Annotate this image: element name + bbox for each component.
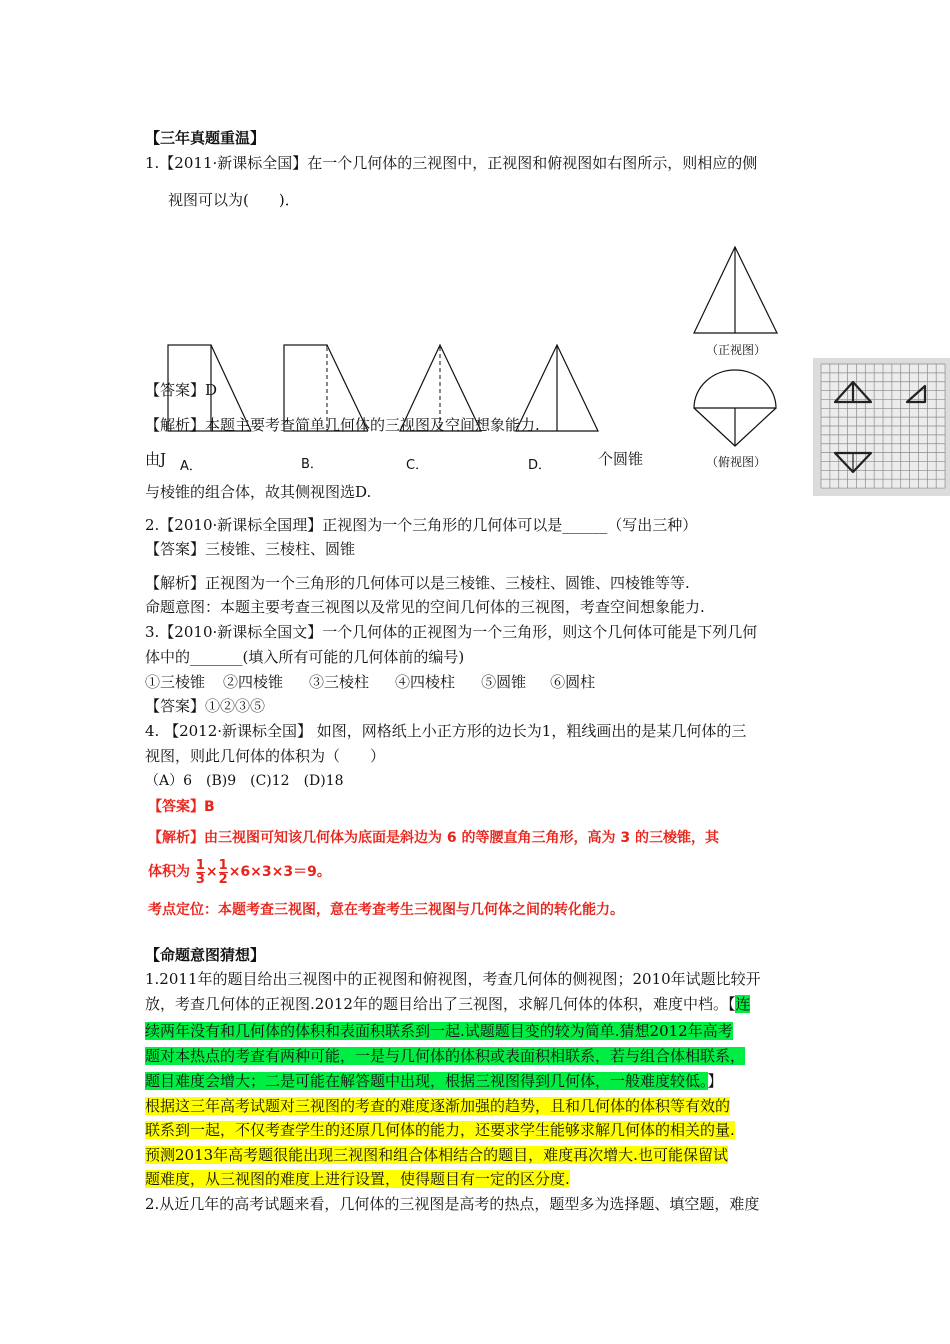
q4-answer: 【答案】B: [148, 799, 215, 815]
q2-answer: 【答案】三棱锥、三棱柱、圆锥: [145, 540, 356, 558]
q1-analysis-line3: 与棱锥的组合体，故其侧视图选D.: [145, 483, 372, 501]
section-title-1: 【三年真题重温】: [145, 129, 266, 147]
option-c-label: C．: [406, 458, 429, 473]
q4-analysis: 【解析】由三视图可知该几何体为底面是斜边为 6 的等腰直角三角形，高为 3 的三棱锥，其: [148, 830, 719, 846]
q3-line1: 3.【2010·新课标全国文】一个几何体的正视图为一个三角形，则这个几何体可能是下列几何: [145, 623, 758, 641]
s2-p1-green2: 题对本热点的考查有两种可能，一是与几何体的体积或表面积相联系，若与组合体相联系，: [145, 1047, 746, 1065]
q1-analysis: 【解析】本题主要考查简单几何体的三视图及空间想象能力.: [145, 416, 540, 434]
q4-frac2: $\frac{1}{2}$: [218, 857, 228, 887]
s2-p1-yellow2: 联系到一起，不仅考查学生的还原几何体的能力，还要求学生能够求解几何体的相关的量.: [145, 1121, 735, 1139]
q3-answer: 【答案】①②③⑤: [145, 697, 266, 715]
q4-point: 考点定位：本题考查三视图，意在考查考生三视图与几何体之间的转化能力。: [148, 902, 624, 918]
q3-choice-3: ③三棱柱: [309, 673, 370, 691]
q4-volume-prefix: 体积为: [148, 864, 190, 880]
s2-p1-yellow1: 根据这三年高考试题对三视图的考查的难度逐渐加强的趋势，且和几何体的体积等有效的: [145, 1097, 731, 1115]
q4-volume-rest: ×6×3×3＝9。: [228, 864, 331, 880]
q2-intent: 命题意图：本题主要考查三视图以及常见的空间几何体的三视图，考查空间想象能力.: [145, 598, 705, 616]
option-a-label: A．: [180, 459, 202, 474]
q4-volume-mid: ×: [205, 864, 218, 880]
top-view-figure: [692, 368, 782, 450]
section-title-2: 【命题意图猜想】: [145, 946, 266, 964]
q1-analysis-cont-a: 由J: [145, 450, 167, 468]
s2-p1-yellow4: 题难度，从三视图的难度上进行设置，使得题目有一定的区分度.: [145, 1170, 570, 1188]
grid-three-view-figure: [813, 358, 950, 496]
q1-line1: 1.【2011·新课标全国】在一个几何体的三视图中，正视图和俯视图如右图所示，则相应的侧: [145, 154, 758, 172]
q1-analysis-cont-b: 个圆锥: [598, 450, 644, 468]
q4-choices: （A）6 (B)9 (C)12 (D)18: [145, 773, 344, 789]
s2-p1-green3: 题目难度会增大；二是可能在解答题中出现，根据三视图得到几何体，一般难度较低。】: [145, 1072, 723, 1090]
q2-analysis: 【解析】正视图为一个三角形的几何体可以是三棱锥、三棱柱、圆锥、四棱锥等等.: [145, 574, 690, 592]
q3-choice-6: ⑥圆柱: [550, 673, 596, 691]
s2-p2-line1: 2.从近几年的高考试题来看，几何体的三视图是高考的热点，题型多为选择题、填空题，难度: [145, 1195, 760, 1213]
front-view-caption: （正视图）: [706, 343, 767, 357]
q3-line2: 体中的_______(填入所有可能的几何体前的编号): [145, 648, 465, 666]
q4-line1: 4. 【2012·新课标全国】 如图，网格纸上小正方形的边长为1，粗线画出的是某几何体的三: [145, 722, 747, 740]
top-view-caption: （俯视图）: [706, 455, 767, 469]
s2-p1-yellow3: 预测2013年高考题很能出现三视图和组合体相结合的题目，难度再次增大.也可能保留试: [145, 1146, 728, 1164]
q3-choice-5: ⑤圆锥: [481, 673, 527, 691]
q3-choices: [145, 672, 595, 692]
q1-answer: 【答案】D: [145, 381, 218, 399]
q4-volume: [148, 855, 331, 889]
option-d-label: D．: [528, 458, 552, 473]
q2-line1: 2.【2010·新课标全国理】正视图为一个三角形的几何体可以是______（写出三种）: [145, 516, 698, 534]
s2-p1-line2-hl: 连: [735, 995, 751, 1013]
front-view-figure: [692, 245, 782, 337]
s2-p1-line2: 放，考查几何体的正视图.2012年的题目给出了三视图，求解几何体的体积，难度中档。【连: [145, 995, 751, 1013]
s2-p1-line1: 1.2011年的题目给出三视图中的正视图和俯视图，考查几何体的侧视图；2010年试题比较开: [145, 970, 761, 988]
q3-choice-4: ④四棱柱: [395, 673, 456, 691]
option-b-label: B．: [301, 457, 323, 472]
q4-line2: 视图，则此几何体的体积为（ ）: [145, 747, 386, 765]
q3-choice-2: ②四棱锥: [223, 673, 284, 691]
q1-line2: 视图可以为( )．: [168, 191, 300, 209]
q3-choice-1: ①三棱锥: [145, 673, 206, 691]
q4-frac1: $\frac{1}{3}$: [195, 857, 205, 887]
s2-p1-green1: 续两年没有和几何体的体积和表面积联系到一起.试题题目变的较为简单.猜想2012年高考: [145, 1022, 733, 1040]
